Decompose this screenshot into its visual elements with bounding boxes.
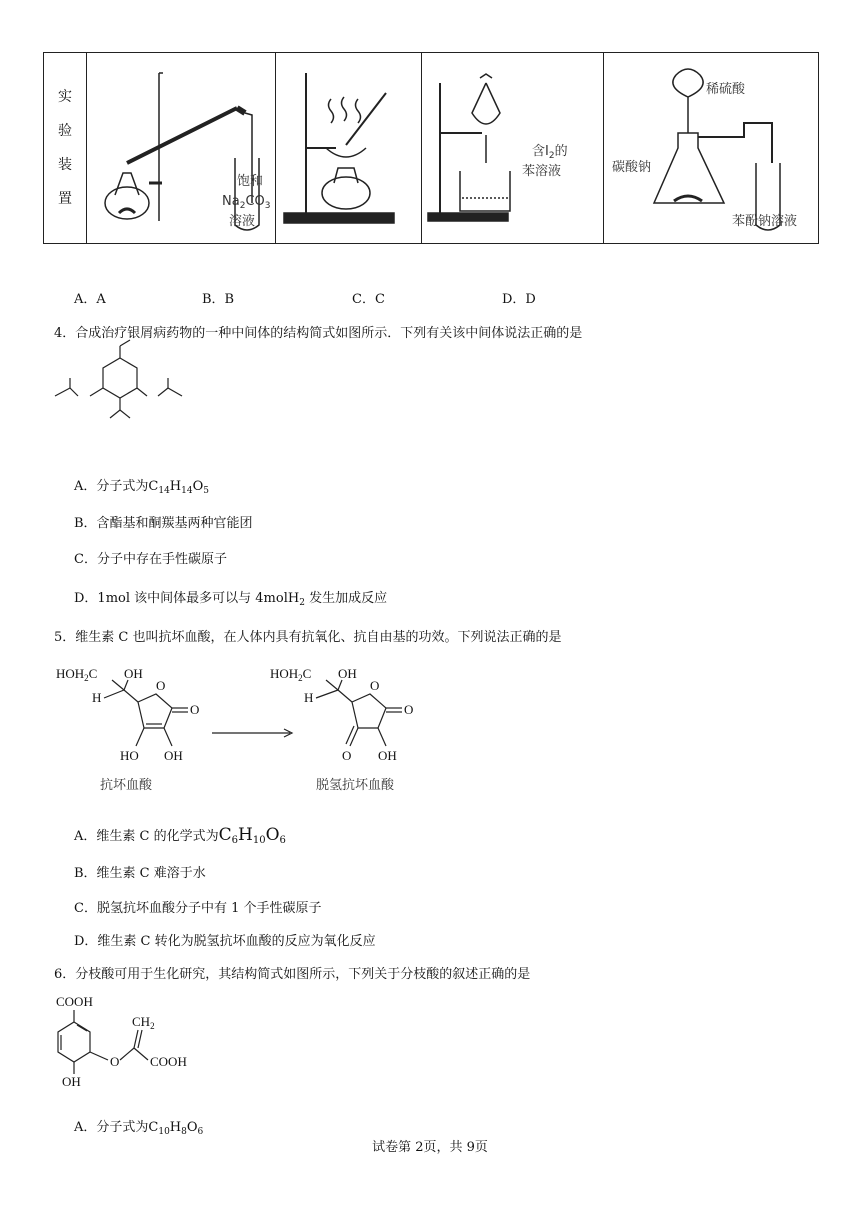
label-oh-top-right: OH [338,666,357,681]
q6-structure-icon [52,990,222,1090]
label-saturated: 饱和 [237,174,264,189]
apparatus-a [87,53,276,244]
q3-option-b[interactable]: B．B [202,292,235,307]
label-iodine: 含$I_2$的 [532,144,568,161]
apparatus-b [276,53,422,244]
label-oh: OH [62,1074,81,1089]
row-label-char: 验 [58,123,72,139]
q4-structure-icon [50,338,190,438]
row-label [44,53,87,244]
q3-option-c[interactable]: C．C [352,292,385,307]
q5-option-d[interactable]: D．维生素 C 转化为脱氢抗坏血酸的反应为氧化反应 [74,934,376,949]
evaporation-apparatus-icon [276,53,421,243]
q3-option-a[interactable]: A．A [74,292,106,307]
label-phenoxide: 苯酚钠溶液 [732,214,798,229]
q5-option-c[interactable]: C．脱氢抗坏血酸分子中有 1 个手性碳原子 [74,901,322,916]
q4-option-b[interactable]: B．含酯基和酮羰基两种官能团 [74,516,253,531]
separatory-funnel-icon [422,53,603,243]
row-label-char: 置 [58,191,72,207]
label-o: O [110,1054,120,1069]
label-oh-bottom-right: OH [378,748,397,763]
label-ch2: $CH_2$ [132,1014,155,1031]
q5-stem: 5．维生素 C 也叫抗坏血酸，在人体内具有抗氧化、抗自由基的功效。下列说法正确的是 [54,630,562,645]
apparatus-table [43,52,819,244]
q4-option-a[interactable]: A．分子式为$C_{14}H_{14}O_5$ [74,479,209,496]
label-hoh2c: $HOH_2C$ [56,666,98,683]
apparatus-d [604,53,819,244]
q4-option-d[interactable]: D．1mol 该中间体最多可以与 4molH$_2$ 发生加成反应 [74,591,388,608]
q4-stem: 4．合成治疗银屑病药物的一种中间体的结构简式如图所示．下列有关该中间体说法正确的是 [54,326,583,341]
label-h: H [92,690,102,705]
label-solution: 溶液 [229,214,256,229]
label-ho: HO [120,748,139,763]
label-o-keto-right: O [404,702,414,717]
distillation-ester-apparatus-icon [87,53,275,243]
q5-reaction-icon [52,660,432,772]
q5-option-b[interactable]: B．维生素 C 难溶于水 [74,866,206,881]
label-o-ring: O [156,678,166,693]
label-benzene: 苯溶液 [522,164,562,179]
label-oh-bottom: OH [164,748,183,763]
label-o-left-right: O [342,748,352,763]
label-hoh2c-right: $HOH_2C$ [270,666,312,683]
label-cooh-top: COOH [56,994,93,1009]
label-h-right: H [304,690,314,705]
q6-stem: 6．分枝酸可用于生化研究，其结构简式如图所示，下列关于分枝酸的叙述正确的是 [54,967,531,982]
apparatus-c [422,53,604,244]
row-label-char: 实 [58,89,72,105]
caption-dehydroascorbic: 脱氢抗坏血酸 [316,778,395,793]
caption-ascorbic: 抗坏血酸 [100,778,153,793]
page-footer: 试卷第 2页，共 9页 [372,1140,488,1155]
label-o-ring-right: O [370,678,380,693]
label-na: $Na_2CO_3$ [222,194,271,211]
label-dilute-acid: 稀硫酸 [706,82,746,97]
label-o-keto: O [190,702,200,717]
q5-option-a[interactable]: A．维生素 C 的化学式为$C_6H_{10}O_6$ [74,825,286,846]
label-sodium-carbonate: 碳酸钠 [612,160,652,175]
q4-option-c[interactable]: C．分子中存在手性碳原子 [74,552,227,567]
label-oh-top: OH [124,666,143,681]
acid-strength-apparatus-icon [604,53,818,243]
q6-option-a[interactable]: A．分子式为$C_{10}H_8O_6$ [74,1120,204,1137]
label-cooh-right: COOH [150,1054,187,1069]
q3-option-d[interactable]: D．D [502,292,536,307]
row-label-char: 装 [58,157,72,173]
